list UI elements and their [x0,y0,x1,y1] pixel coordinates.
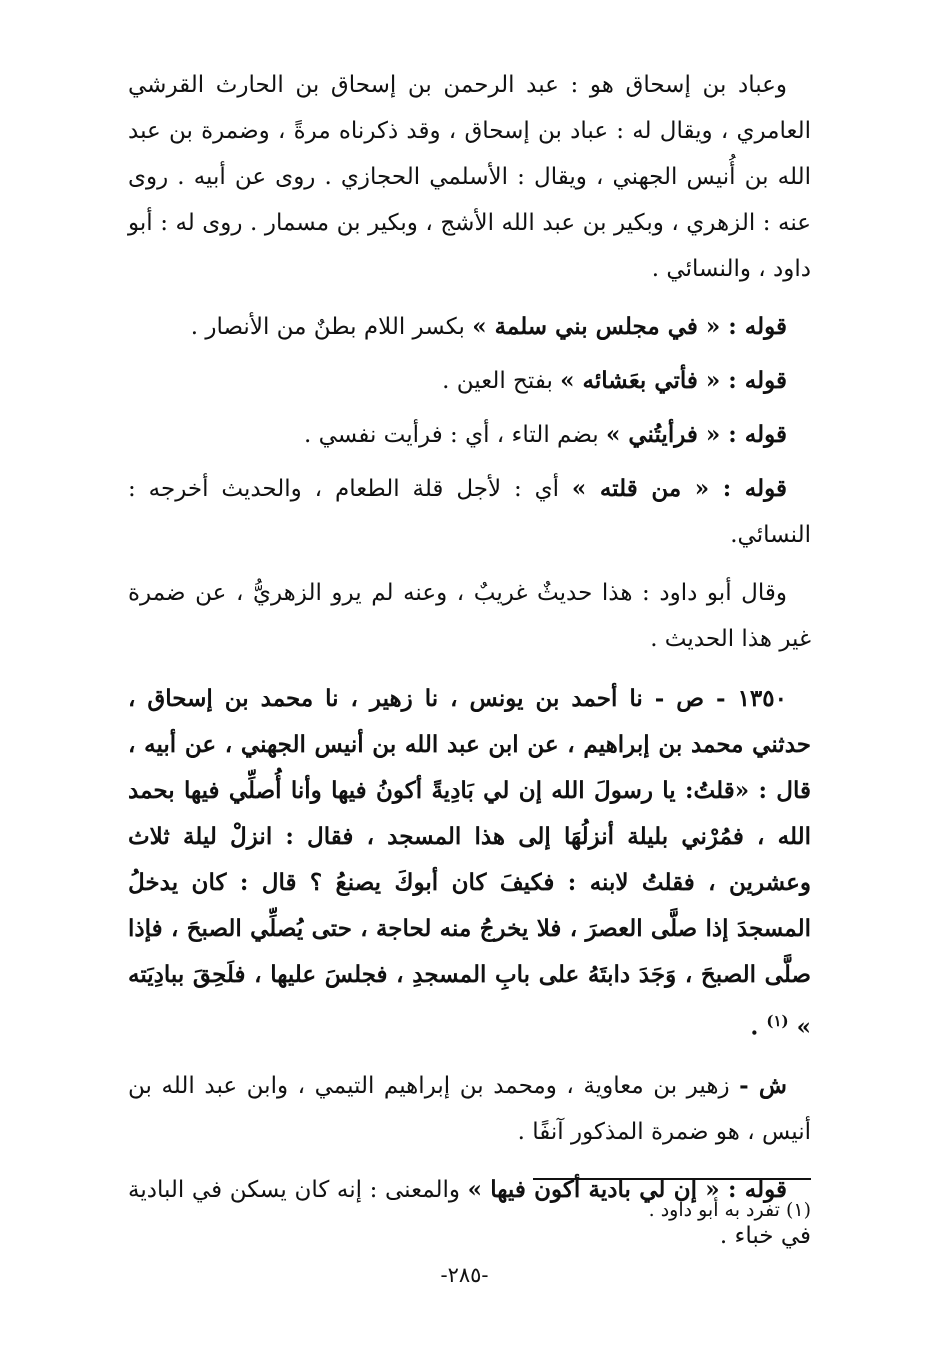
qawluh-explanation: بضم التاء ، أي : فرأيت نفسي . [304,422,606,448]
qawluh-label: قوله : « فأتي بعَشائه » [560,367,787,394]
hadith-1350-paragraph [128,676,811,1051]
footnote-separator [533,1178,811,1180]
qawluh-label: قوله : « إن لي بادية أكون فيها » [467,1175,787,1203]
abu-dawud-note-paragraph: وقال أبو داود : هذا حديثٌ غريبٌ ، وعنه لم يرو الزهريُّ ، عن ضمرة غير هذا الحديث . [128,580,811,652]
qawluh-majlis [128,304,811,350]
page-number: -٢٨٥- [440,1263,489,1287]
hadith-text: ١٣٥٠ - ص - نا أحمد بن يونس ، نا زهير ، نا محمد بن إسحاق ، حدثني محمد بن إبراهيم ، عن ابن عبد الله بن أنيس الجهني ، عن أبيه ، قال : «قلتُ: يا رسولَ الله إن لي بَادِيةً أكونُ فيها وأنا أُصلِّي فيها بحمد الله ، فمُرْني بليلة أنزلُهَا إلى هذا المسجد ، فقال : انزلْ ليلة ثلاث وعشرين ، فقلتُ لابنه : فكيفَ كان أبوكَ يصنعُ ؟ قال : كان يدخلُ المسجدَ إذا صلَّى العصرَ ، فلا يخرجُ منه لحاجة ، حتى يُصلِّي الصبحَ ، فإذا صلَّى الصبحَ ، وَجَدَ دابتَهُ على بابِ المسجدِ ، فجلسَ عليها ، فلَحِقَ ببادِيَته » [128,685,811,1041]
qawluh-raaytuni [128,412,811,458]
narrator-biography-paragraph: وعباد بن إسحاق هو : عبد الرحمن بن إسحاق بن الحارث القرشي العامري ، ويقال له : عباد بن إسحاق ، وقد ذكرناه مرةً ، وضمرة بن عبد الله بن أُنيس الجهني ، ويقال : الأسلمي الحجازي . روى عن أبيه . روى عنه : الزهري ، وبكير بن عبد الله الأشج ، وبكير بن مسمار . روى له : أبو داود ، والنسائي . [128,72,811,282]
qawluh-ashaih [128,358,811,404]
qawluh-qillatih [128,466,811,558]
qawluh-explanation: والمعنى : إنه كان يسكن في البادية في خباء . [128,1176,811,1249]
qawluh-label: قوله : « فرأيتُني » [605,421,787,448]
hadith-end: . [750,1013,767,1041]
qawluh-label: قوله : « في مجلس بني سلمة » [472,313,787,340]
sharh-text: زهير بن معاوية ، ومحمد بن إبراهيم التيمي ، وابن عبد الله بن أنيس ، هو ضمرة المذكور آنفًا . [128,1072,811,1145]
qawluh-explanation: أي : لأجل قلة الطعام ، والحديث أخرجه : النسائي. [128,476,811,548]
sharh-label: ش - [739,1071,787,1099]
qawluh-explanation: بفتح العين . [442,368,561,394]
sharh-paragraph [128,1063,811,1155]
qawluh-explanation: بكسر اللام بطنٌ من الأنصار . [190,314,473,340]
footnote: (١) تفرد به أبو داود . [648,1199,811,1221]
footnote-reference[interactable]: (١) [766,1012,789,1030]
qawluh-label: قوله : « من قلته » [571,475,787,502]
